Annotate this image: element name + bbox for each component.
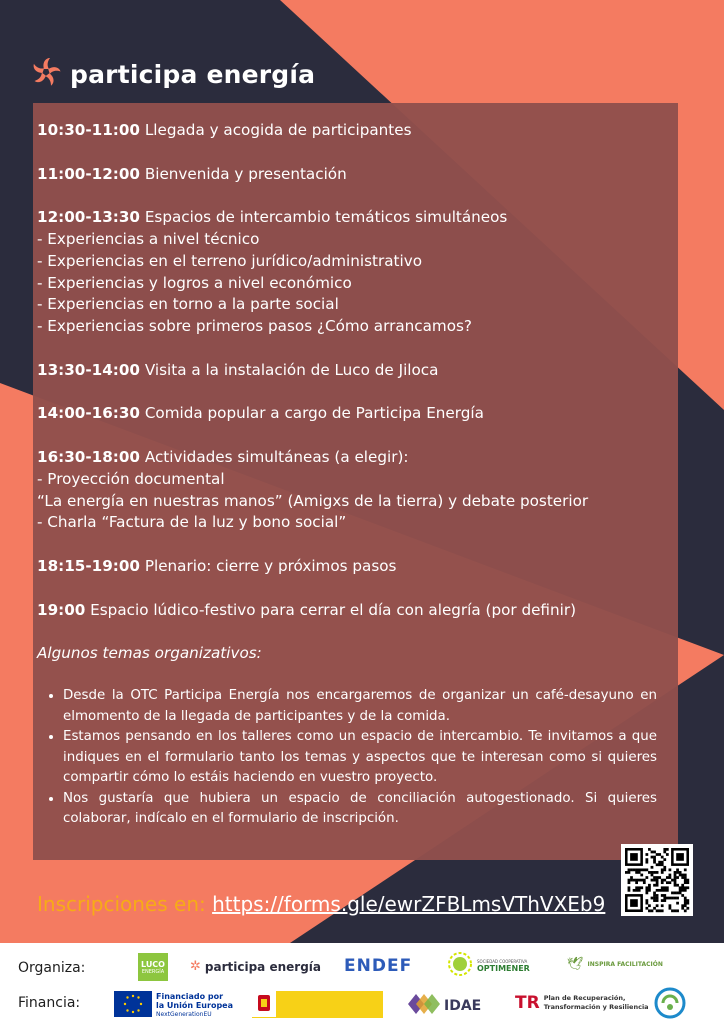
- schedule-block: [37, 403, 677, 425]
- schedule-text: Bienvenida y presentación: [144, 164, 347, 183]
- schedule-line: [37, 556, 677, 578]
- gobierno-espana-logo: [252, 991, 383, 1018]
- registration-label: Inscripciones en:: [37, 892, 206, 916]
- schedule-text: Actividades simultáneas (a elegir):: [144, 447, 409, 466]
- registration-line: [37, 892, 605, 916]
- endef-logo: ENDEF: [344, 956, 413, 976]
- schedule-block: [37, 207, 677, 338]
- idae-icon: [408, 992, 440, 1019]
- schedule-subitem: - Experiencias y logros a nivel económico: [37, 273, 352, 292]
- schedule-time: 16:30-18:00: [37, 447, 140, 466]
- schedule-text: Comida popular a cargo de Participa Energía: [144, 404, 484, 423]
- footer-logos: [0, 943, 724, 1024]
- brand-title: participa energía: [70, 59, 316, 89]
- schedule-subitem: - Charla “Factura de la luz y bono social”: [37, 513, 347, 532]
- eu-nextgeneration-logo: Financiado por la Unión Europea NextGenerationEU: [114, 991, 233, 1020]
- qr-code[interactable]: [621, 844, 693, 916]
- schedule-line: [37, 207, 677, 229]
- schedule: [37, 120, 677, 665]
- inspira-facilitacion-logo: 🕊 INSPIRA FACILITACIÓN: [567, 957, 663, 972]
- financia-label: Financia:: [18, 995, 81, 1011]
- schedule-time: 11:00-12:00: [37, 164, 140, 183]
- luco-energia-logo: LUCO ENERGÍA: [138, 953, 168, 981]
- schedule-subitem: - Experiencias en torno a la parte social: [37, 295, 339, 314]
- schedule-subitem: - Experiencias a nivel técnico: [37, 229, 260, 248]
- sun-swirl-icon: [30, 56, 62, 92]
- schedule-text: Espacios de intercambio temáticos simultáneos: [144, 208, 508, 227]
- schedule-subitem: “La energía en nuestras manos” (Amigxs de la tierra) y debate posterior: [37, 491, 589, 510]
- registration-link[interactable]: https://forms.gle/ewrZFBLmsVThVXEb9: [212, 892, 606, 916]
- sun-icon: [447, 951, 473, 980]
- schedule-text: Visita a la instalación de Luco de Jiloca: [144, 360, 439, 379]
- schedule-block: [37, 120, 677, 142]
- eu-flag-icon: [114, 991, 152, 1020]
- schedule-subitem: - Proyección documental: [37, 469, 225, 488]
- schedule-time: 13:30-14:00: [37, 360, 140, 379]
- circular-logo: [654, 987, 686, 1019]
- organizational-title: Algunos temas organizativos:: [37, 644, 262, 663]
- schedule-block: [37, 360, 677, 382]
- schedule-line: [37, 164, 677, 186]
- schedule-line: [37, 447, 677, 469]
- participa-energia-logo: ✲ participa energía: [190, 959, 321, 974]
- organizational-item: • Desde la OTC Participa Energía nos encargaremos de organizar un café-desayuno en elmomento de la llegada de participantes y de la comida.: [63, 686, 657, 727]
- schedule-block: [37, 600, 677, 622]
- idae-logo: IDAE: [408, 992, 481, 1019]
- schedule-block: [37, 447, 677, 534]
- schedule-subitem: - Experiencias sobre primeros pasos ¿Cómo arrancamos?: [37, 317, 472, 336]
- schedule-time: 19:00: [37, 600, 86, 619]
- plan-recuperacion-logo: TR Plan de Recuperación, Transformación y Resiliencia: [515, 993, 649, 1013]
- schedule-time: 12:00-13:30: [37, 208, 140, 227]
- schedule-line: [37, 403, 677, 425]
- optimener-logo: SOCIEDAD COOPERATIVA OPTIMENER: [447, 951, 530, 980]
- organizational-item: • Estamos pensando en los talleres como un espacio de intercambio. Te invitamos a que indiques en el formulario tanto los temas y aspectos que te interesan como si quieres compartir cómo lo estáis haciendo en vuestro proyecto.: [63, 727, 657, 789]
- tr-icon: TR: [515, 993, 540, 1013]
- schedule-time: 18:15-19:00: [37, 556, 140, 575]
- schedule-text: Plenario: cierre y próximos pasos: [144, 556, 397, 575]
- organizational-notes: [45, 686, 657, 830]
- coat-of-arms-icon: [252, 990, 276, 1020]
- organizational-item: • Nos gustaría que hubiera un espacio de conciliación autogestionado. Si quieres colaborar, indícalo en el formulario de inscripción.: [63, 789, 657, 830]
- sun-swirl-icon: ✲: [190, 959, 201, 974]
- schedule-text: Espacio lúdico-festivo para cerrar el día con alegría (por definir): [90, 600, 577, 619]
- schedule-time: 10:30-11:00: [37, 121, 140, 139]
- schedule-block: [37, 164, 677, 186]
- schedule-text: Llegada y acogida de participantes: [144, 121, 412, 139]
- bird-icon: 🕊: [567, 957, 584, 972]
- schedule-subitem: - Experiencias en el terreno jurídico/administrativo: [37, 251, 422, 270]
- organiza-label: Organiza:: [18, 960, 86, 976]
- schedule-line: [37, 600, 677, 622]
- schedule-line: [37, 360, 677, 382]
- schedule-block: [37, 556, 677, 578]
- schedule-time: 14:00-16:30: [37, 404, 140, 423]
- schedule-line: [37, 120, 677, 142]
- brand-header: [30, 56, 315, 92]
